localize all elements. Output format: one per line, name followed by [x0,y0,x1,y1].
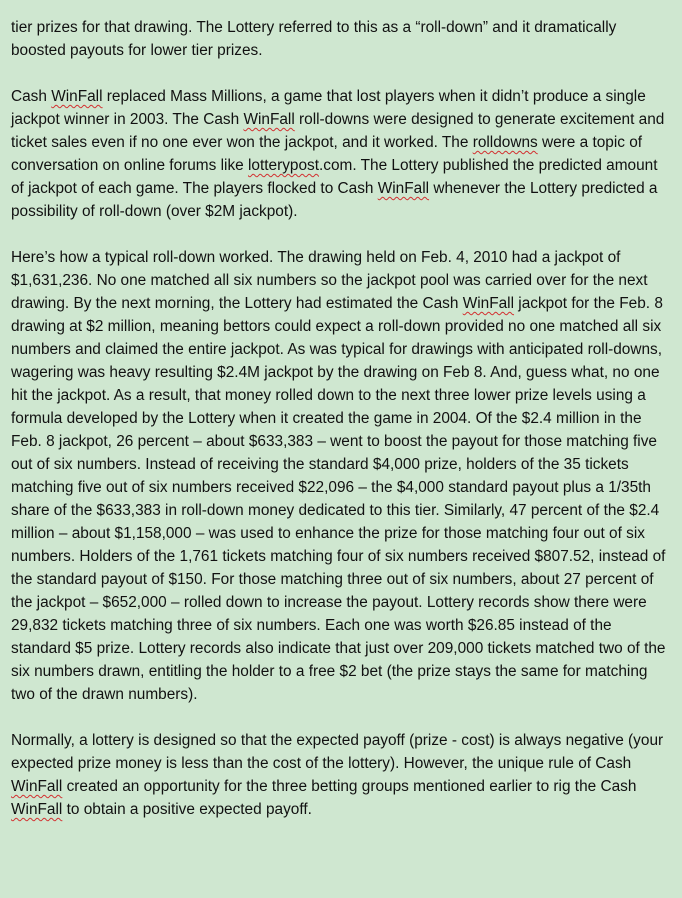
text-run: Here’s how a typical roll-down worked. The drawing held on Feb. 4, 2010 had a jackpot of $1,631,236. No one matched all six numbers so the jackpot pool was carried over for the next drawing. By the next morning, the Lottery had estimated the Cash [11,249,648,312]
text-run: roll-downs were designed to generate excitement and ticket sales even if no one ever won the jackpot, and it worked. The [11,111,665,151]
spellcheck-flagged-word: WinFall [11,778,63,795]
text-run: replaced Mass Millions, a game that lost players when it didn’t produce a single jackpot winner in 2003. The Cash [11,88,646,128]
paragraph-1 [11,16,674,62]
text-run: to obtain a positive expected payoff. [62,801,312,818]
spellcheck-flagged-word: WinFall [11,801,63,818]
text-run: tier prizes for that drawing. The Lottery referred to this as a “roll-down” and it dramatically boosted payouts for lower tier prizes. [11,19,617,59]
paragraph-3 [11,246,674,706]
text-run: Normally, a lottery is designed so that the expected payoff (prize - cost) is always negative (your expected prize money is less than the cost of the lottery). However, the unique rule of Cash [11,732,664,772]
spellcheck-flagged-word: WinFall [243,111,295,128]
text-run: Cash [11,88,52,105]
paragraph-4 [11,729,674,821]
text-run: created an opportunity for the three betting groups mentioned earlier to rig the Cash [62,778,637,795]
spellcheck-flagged-word: WinFall [51,88,103,105]
spellcheck-flagged-word: lotterypost [247,157,319,174]
text-run: jackpot for the Feb. 8 drawing at $2 million, meaning bettors could expect a roll-down provided no one matched all six numbers and claimed the entire jackpot. As was typical for drawings with anticipated roll-downs, wagering was heavy resulting $2.4M jackpot by the drawing on Feb 8. And, guess what, no one hit the jackpot. As a result, that money rolled down to the next three lower prize levels using a formula developed by the Lottery when it created the game in 2004. Of the $2.4 million in the Feb. 8 jackpot, 26 percent – about $633,383 – went to boost the payout for those matching five out of six numbers. Instead of receiving the standard $4,000 prize, holders of the 35 tickets matching five out of six numbers received $22,096 – the $4,000 standard payout plus a 1/35th share of the $633,383 in roll-down money dedicated to this tier. Similarly, 47 percent of the $2.4 million – about $1,158,000 – was used to enhance the prize for those matching four out of six numbers. Holders of the 1,761 tickets matching four of six numbers received $807.52, instead of the standard payout of $150. For those matching three out of six numbers, about 27 percent of the jackpot – $652,000 – rolled down to increase the payout. Lottery records show there were 29,832 tickets matching three of six numbers. Each one was worth $26.85 instead of the standard $5 prize. Lottery records also indicate that just over 209,000 tickets matched two of the six numbers drawn, entitling the holder to a free $2 bet (the prize stays the same for matching two of the drawn numbers). [11,295,666,703]
text-run: were a topic of conversation on online forums like [11,134,643,174]
spellcheck-flagged-word: rolldowns [472,134,538,151]
spellcheck-flagged-word: WinFall [462,295,515,312]
spellcheck-flagged-word: WinFall [377,180,430,197]
text-run: .com. The Lottery published the predicted amount of jackpot of each game. The players flocked to Cash [11,157,658,197]
paragraph-2 [11,85,674,223]
text-run: whenever the Lottery predicted a possibility of roll-down (over $2M jackpot). [11,180,658,220]
